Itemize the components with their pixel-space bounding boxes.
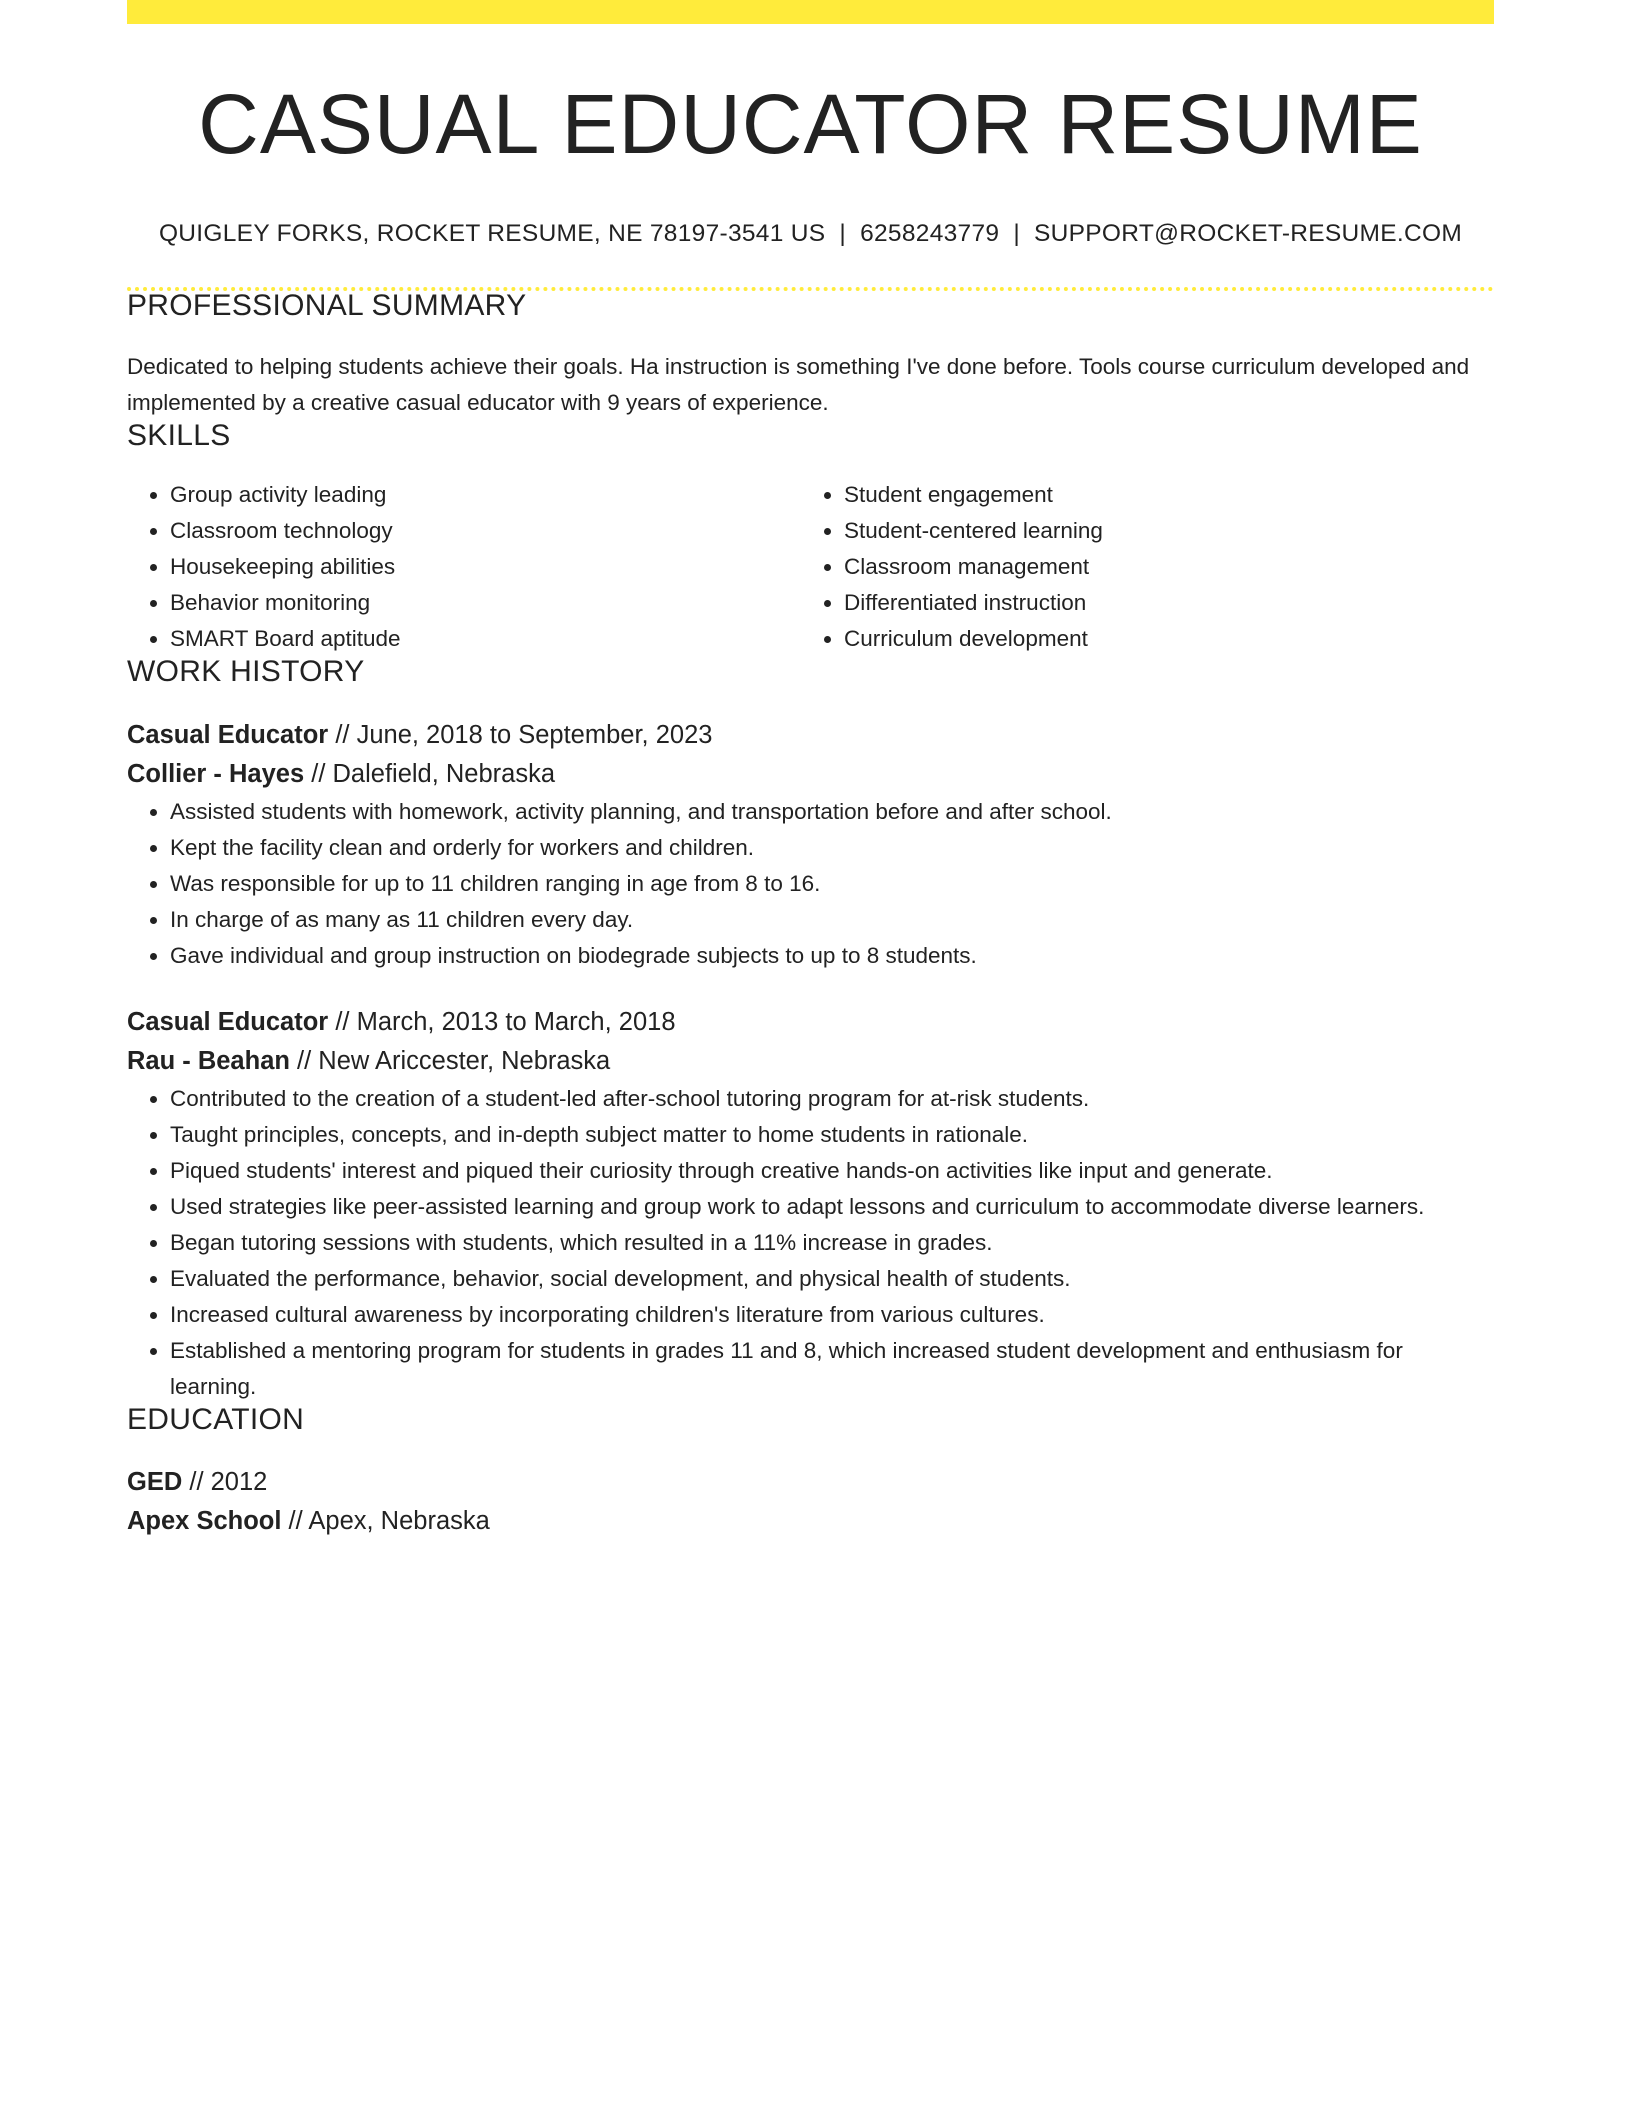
- job-location: // Dalefield, Nebraska: [311, 759, 556, 788]
- skills-list-right: [801, 477, 1475, 657]
- top-accent-bar: [127, 0, 1494, 24]
- education-year: // 2012: [189, 1467, 268, 1496]
- job-title: Casual Educator: [127, 720, 329, 749]
- skill-item: • SMART Board aptitude: [170, 621, 801, 657]
- job-entry: [127, 716, 1494, 974]
- contact-phone: 6258243779: [860, 220, 1000, 247]
- contact-email: SUPPORT@ROCKET-RESUME.COM: [1034, 220, 1463, 247]
- skill-item: • Housekeeping abilities: [170, 549, 801, 585]
- education-location: // Apex, Nebraska: [288, 1506, 490, 1535]
- job-employer: Rau - Beahan: [127, 1046, 290, 1075]
- job-bullet: • Was responsible for up to 11 children ranging in age from 8 to 16.: [170, 866, 1494, 902]
- summary-heading: PROFESSIONAL SUMMARY: [127, 288, 527, 322]
- skill-item: • Classroom technology: [170, 513, 801, 549]
- contact-address: QUIGLEY FORKS, ROCKET RESUME, NE 78197-3541 US: [158, 220, 826, 247]
- job-bullet: • Began tutoring sessions with students, which resulted in a 11% increase in grades.: [170, 1225, 1494, 1261]
- skills-section: [127, 418, 1494, 657]
- job-bullet: • Used strategies like peer-assisted learning and group work to adapt lessons and curriculum to accommodate diverse learners.: [170, 1189, 1494, 1225]
- job-bullet: • In charge of as many as 11 children every day.: [170, 902, 1494, 938]
- education-degree: GED: [127, 1467, 183, 1496]
- job-bullet: • Established a mentoring program for students in grades 11 and 8, which increased student development and enthusiasm for learning.: [170, 1333, 1494, 1405]
- job-title-line: [127, 716, 1494, 755]
- job-title-line: [127, 1003, 1494, 1042]
- job-bullet: • Increased cultural awareness by incorporating children's literature from various cultures.: [170, 1297, 1494, 1333]
- work-history-heading: WORK HISTORY: [127, 654, 365, 688]
- skill-item: • Group activity leading: [170, 477, 801, 513]
- job-bullet: • Assisted students with homework, activity planning, and transportation before and after school.: [170, 794, 1494, 830]
- skill-item: • Curriculum development: [844, 621, 1475, 657]
- job-bullet: • Piqued students' interest and piqued their curiosity through creative hands-on activities like input and generate.: [170, 1153, 1494, 1189]
- education-degree-line: [127, 1463, 1494, 1502]
- skill-item: • Differentiated instruction: [844, 585, 1475, 621]
- job-bullet: • Contributed to the creation of a student-led after-school tutoring program for at-risk students.: [170, 1081, 1494, 1117]
- contact-separator: |: [839, 220, 847, 247]
- job-bullet: • Taught principles, concepts, and in-depth subject matter to home students in rationale.: [170, 1117, 1494, 1153]
- skill-item: • Student engagement: [844, 477, 1475, 513]
- job-bullet-list: [127, 794, 1494, 974]
- skills-heading: SKILLS: [127, 418, 231, 452]
- work-history-section: [127, 654, 1494, 1405]
- skill-item: • Student-centered learning: [844, 513, 1475, 549]
- skill-item: • Classroom management: [844, 549, 1475, 585]
- job-dates: // March, 2013 to March, 2018: [335, 1007, 676, 1036]
- resume-page: [127, 0, 1494, 1541]
- skills-list-left: [127, 477, 801, 657]
- resume-title: CASUAL EDUCATOR RESUME: [198, 77, 1423, 171]
- job-entry: [127, 1003, 1494, 1405]
- job-employer: Collier - Hayes: [127, 759, 305, 788]
- job-employer-line: [127, 1042, 1494, 1081]
- contact-separator: |: [1013, 220, 1021, 247]
- job-bullet: • Kept the facility clean and orderly for workers and children.: [170, 830, 1494, 866]
- job-bullet: • Evaluated the performance, behavior, social development, and physical health of students.: [170, 1261, 1494, 1297]
- job-bullet-list: [127, 1081, 1494, 1405]
- education-section: [127, 1402, 1494, 1541]
- job-employer-line: [127, 755, 1494, 794]
- summary-text: Dedicated to helping students achieve their goals. Ha instruction is something I've done before. Tools course curriculum developed and implemented by a creative casual educator with 9 years of experience.: [127, 353, 1470, 415]
- education-heading: EDUCATION: [127, 1402, 305, 1436]
- summary-section: [127, 288, 1494, 421]
- education-school-line: [127, 1502, 1494, 1541]
- job-title: Casual Educator: [127, 1007, 329, 1036]
- education-school: Apex School: [127, 1506, 282, 1535]
- job-dates: // June, 2018 to September, 2023: [335, 720, 713, 749]
- skill-item: • Behavior monitoring: [170, 585, 801, 621]
- job-bullet: • Gave individual and group instruction on biodegrade subjects to up to 8 students.: [170, 938, 1494, 974]
- job-location: // New Ariccester, Nebraska: [297, 1046, 611, 1075]
- skills-grid: [127, 477, 1494, 657]
- contact-line: [127, 222, 1494, 247]
